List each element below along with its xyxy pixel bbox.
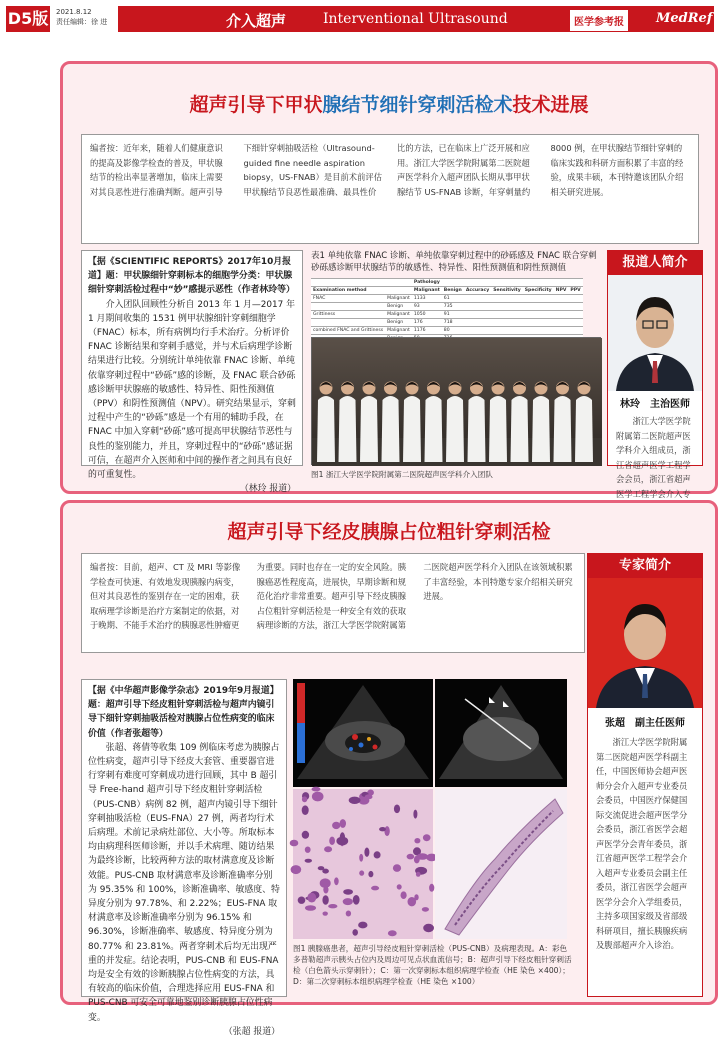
table-cell: FNAC [311,295,385,303]
cell-nucleus [324,846,332,852]
table-cell [568,295,582,303]
cell-nucleus [353,895,360,905]
table-header-cell [385,287,412,295]
table-cell [491,311,523,319]
figure-panel-a [293,679,433,787]
cell-nucleus [312,792,324,802]
team-member [511,396,529,462]
table-header-cell: Benign [443,288,462,293]
expert-name: 张超 副主任医师 [605,718,685,729]
issue-date: 2021.8.12 [56,8,92,16]
table-cell [554,303,569,311]
table-row [311,303,583,311]
table-header-cell: Specificity [524,288,552,293]
reporter-portrait [608,275,702,391]
expert-portrait [588,578,702,708]
editor-note-2: 编者按：目前，超声、CT 及 MRI 等影像学检查可快速、有效地发现胰腺内病变，但对其良恶性的鉴别存在一定的困难，获取病理学诊断是治疗方案制定的依据，对于晚期、不能手术治疗的胰腺恶性肿瘤更为重要。同时也存在一定的安全风险。胰腺癌恶性程度高，进展快，早期诊断和规范化治疗非常重要。超声引导下经皮胰腺占位粗针穿刺活检是一种安全有效的获取病理诊断的方法，浙江大学医学院附属第二医院超声医学科介入团队在该领域积累了丰富经验，本刊特邀专家介绍相关研究进展。 [90,562,573,630]
table-cell: combined FNAC and Grittiness [313,328,384,333]
table-cell: 61 [442,295,464,303]
cell-nucleus [384,826,389,836]
table-cell [311,303,385,311]
cell-nucleus [414,838,420,843]
table-cell [523,303,554,311]
team-photo [311,337,601,465]
cell-nucleus [394,805,400,814]
article-text: 介入团队回顾性分析自 2013 年 1 月—2017 年 1 月期间收集的 1531 例甲状腺细针穿刺细胞学（FNAC）标本，所有病例均行手术治疗。分析评价 FNAC 诊断结果和穿刺手感觉，并与术后病理学诊断结果进行比较。分别统计单纯依靠 FNAC 诊断、单纯依靠穿刺过程中“砂砾”感的诊断，及 FNAC 联合砂砾感诊断甲状腺癌的敏感性、特异性、阳性预测值（PPV）和阴性预测值（NPV）。研究结果显示，穿刺过程中产生的“砂砾”感是一个有用的辅助手段，在 FNAC 中加入穿刺“砂砾”感可提高甲状腺结节恶性与良性的鉴别能力，并且，穿刺过程中的“砂砾”感证据可信，在超声介入医师和中间的操作者之间具有良好的可重复性。 [88,299,296,481]
cell-nucleus [336,837,348,846]
brand-logo: 医学参考报 [570,10,628,31]
table-cell [464,327,491,335]
table-cell [554,295,569,303]
cell-nucleus [407,854,415,860]
editor-note-box-2 [81,553,585,653]
team-member [360,396,378,462]
article-text-2: 张超、蒋倩等收集 109 例临床考虑为胰腺占位性病变，超声引导下经皮大套管、重要器官进行穿刺有难度可穿刺成功进行回顾，其中 B 超引导 Free-hand 超声引导下经皮粗针穿刺活检（PUS-CNB）病例 82 例，超声内镜引导下细针穿刺抽吸活检（EUS-FNA）27 例，两者均行术后病理。术前记录病灶部位、大小等。所取标本均由病理科医师诊断，并以手术病理、随访结果为最终诊断，比较两种方法的取材满意度及诊断效能。PUS-CNB 取材满意率及诊断准确率分别为 95.35% 和 100%，诊断准确率、敏感度、特异度分别为 97.78%、和 2.22%；EUS-FNA 取材满意率及诊断准确率分别为 96.15% 和 96.30%，诊断准确率、敏感度、特异度分别为 80.77% 和 23.81%。两者穿刺术后均无出现严重的并发症。结论表明，PUS-CNB 和 EUS-FNA 均是安全有效的诊断胰腺占位性病变的方法，具有较高的临床价值，合理选择应用 EUS-FNA 和 PUS-CNB 可安全可靠地鉴别诊断胰腺占位性病变。 [88,742,280,1023]
section-bar [118,6,714,32]
reporter-profile [607,250,703,499]
article-body [81,250,303,495]
table-cell: Benign [385,303,412,311]
table-header-cell: Accuracy [465,288,490,293]
figure-panel-c [293,789,433,939]
team-member [382,396,400,462]
table-cell [523,295,554,303]
cell-nucleus [320,878,331,888]
cell-nucleus [334,877,339,885]
cell-nucleus [417,853,428,860]
article-thyroid-panel [60,61,718,499]
table-cell [554,311,569,319]
team-member [489,396,507,462]
results-table [311,278,583,342]
cell-nucleus [332,822,340,829]
cell-nucleus [328,904,337,908]
table-cell [464,319,491,327]
cell-nucleus [393,864,401,872]
table-cell [554,319,569,327]
cell-nucleus [416,872,421,877]
table-cell: Benign [385,319,412,327]
team-member [554,396,572,462]
issue-meta [56,7,107,27]
article-title: 超声引导下甲状腺结节细针穿刺活检术技术进展 [189,94,589,116]
team-member [403,396,421,462]
editor-note-box [81,134,699,244]
cell-nucleus [302,805,309,815]
cell-nucleus [359,854,363,862]
cell-nucleus [364,848,369,857]
table-group-row [311,279,583,287]
cell-nucleus [413,810,417,819]
cell-nucleus [374,851,381,858]
table-header-row [311,287,583,295]
editor-note: 编者按：近年来，随着人们健康意识的提高及影像学检查的普及，甲状腺结节的检出率显著增加，临床上需要对其良恶性进行准确判断。超声引导下细针穿刺抽吸活检（Ultrasound-guided fine needle aspiration biopsy，US-FNAB）是目前术前评估甲状腺结节良恶性最准确、最具性价比的方法，已在临床上广泛开展和应用。浙江大学医学院附属第二医院超声医学科介入超声团队长期从事甲状腺结节 US-FNAB 诊断，年穿刺量约 8000 例，在甲状腺结节细针穿刺的临床实践和科研方面积累了丰富的经验，成果丰硕，本刊特邀该团队介绍相关研究进展。 [90,143,684,197]
table-cell: 93 [412,303,442,311]
cell-nucleus [359,870,364,875]
cell-nucleus [329,837,335,845]
table-row [311,319,583,327]
figure-caption-2: 图1 胰腺癌患者，超声引导经皮粗针穿刺活检（PUS-CNB）及病理表现。A：彩色多普勒超声示胰头占位内及周边可见点状血流信号；B：超声引导下经皮粗针穿刺活检（白色箭头示穿刺针）；C：第一次穿刺标本组织病理学检查（HE 染色 ×400）；D：第二次穿刺标本组织病理学检查（HE 染色 ×100） [293,944,572,986]
table-row [311,295,583,303]
article-title-2: 超声引导下经皮胰腺占位粗针穿刺活检 [227,521,551,543]
left-margin [0,38,56,1005]
table-cell [311,319,385,327]
table-cell [491,295,523,303]
cell-nucleus [429,884,434,892]
table-cell [491,327,523,335]
cell-nucleus [397,884,402,889]
cell-nucleus [305,859,312,863]
cell-nucleus [346,911,351,917]
cell-nucleus [291,865,302,874]
reporter-heading: 报道人简介 [608,251,702,275]
cell-nucleus [349,797,361,804]
cell-nucleus [322,895,328,904]
cell-nucleus [408,897,417,906]
table-cell [568,319,582,327]
table-caption: 表1 单纯依靠 FNAC 诊断、单纯依靠穿刺过程中的砂砾感及 FNAC 联合穿刺砂砾感诊断甲状腺结节的敏感性、特异性、阳性预测值和阴性预测值 [311,251,597,273]
table-cell [554,327,569,335]
table-cell [568,311,582,319]
team-member [425,396,443,462]
cell-nucleus [423,924,434,932]
section-title-cn: 介入超声 [226,12,287,30]
article-source: 【据《SCIENTIFIC REPORTS》2017年10月报道】题：甲状腺细针穿刺标本的细胞学分类：甲状腺细针穿刺活检过程中“妙”感提示恶性（作者林玲等） [88,257,295,296]
table-header-cell: Sensitivity [493,288,521,293]
cell-nucleus [343,898,353,905]
table-header-cell: Examination method [311,287,385,295]
table-cell [568,303,582,311]
expert-profile [587,553,703,997]
article-signature: （林玲 报道） [239,484,296,495]
section-title-en: Interventional Ultrasound [323,11,508,27]
table-cell: Malignant [387,312,410,317]
cell-nucleus [423,834,431,841]
cell-nucleus [368,871,373,877]
team-member [532,396,550,462]
cell-nucleus [305,847,311,853]
table-header-cell: Malignant [413,288,440,293]
cell-nucleus [365,794,373,799]
reporter-bio: 浙江大学医学院附属第二医院超声医学科介入组成员，浙江省超声医学工程学会会员，浙江省超声医学工程学会介入专 [616,416,691,499]
cell-nucleus [340,819,346,828]
table-cell: 718 [442,319,464,327]
team-member [468,396,486,462]
page-number-badge: D5版 [6,6,50,32]
cell-nucleus [323,912,328,916]
article-pancreas-panel [60,500,718,1037]
table-cell: 1133 [412,295,442,303]
team-member [575,396,593,462]
figure-panel-d [435,789,567,939]
team-member [317,396,335,462]
table-group-header: Pathology [412,279,464,287]
table-cell [523,327,554,335]
table-cell: Malignant [387,296,410,301]
reporter-name: 林玲 主治医师 [620,399,690,410]
table-cell: 735 [442,303,464,311]
table-cell [464,295,491,303]
cell-nucleus [307,893,316,903]
expert-bio: 浙江大学医学院附属第二医院超声医学科副主任，中国医师协会超声医师分会介入超声专业委员会委员，中国医疗保健国际交流促进会超声医学分会委员，浙江省医学会超声医学分会青年委员，浙江省超声医学工程学会介入超声专业委员会副主任委员，浙江省医学会超声医学分会介入学组委员，主持多项国家级及省部级科研项目，擅长胰腺疾病及腹部超声介入诊治。 [596,737,688,950]
team-member [339,396,357,462]
table-header-cell: NPV [555,288,567,293]
table-cell: 91 [442,311,464,319]
table-header-cell: PPV [570,288,581,293]
table-cell: 1050 [412,311,442,319]
article-body-2 [81,679,287,1037]
table-cell [523,319,554,327]
table-cell: 176 [412,319,442,327]
table-cell [523,311,554,319]
brand-medref: MedRef [656,11,713,26]
table-cell [464,311,491,319]
cell-nucleus [302,831,309,839]
figure-caption: 图1 浙江大学医学院附属第二医院超声医学科介入团队 [311,470,493,479]
cell-nucleus [379,827,386,831]
cell-nucleus [371,886,379,891]
cell-nucleus [352,929,358,936]
cell-nucleus [312,787,321,792]
cell-nucleus [358,922,367,929]
cell-nucleus [302,796,307,802]
expert-heading: 专家简介 [588,554,702,578]
cell-nucleus [422,907,429,912]
table-cell [491,319,523,327]
page-header [0,0,720,38]
cell-nucleus [318,866,325,870]
cell-nucleus [388,930,397,936]
figure-panel-b [435,679,567,787]
table-cell: Grittiness [311,311,385,319]
table-cell: Malignant [387,328,410,333]
cell-nucleus [290,840,299,847]
table-cell [568,327,582,335]
cell-nucleus [298,897,306,904]
article-source-2: 【据《中华超声影像学杂志》2019年9月报道】题：超声引导下经皮粗针穿刺活检与超声内镜引导下细针穿刺抽吸活检对胰腺占位性病变的临床价值（作者张超等） [88,686,279,739]
table-row [311,327,583,335]
table-cell: 80 [442,327,464,335]
cell-nucleus [401,891,407,899]
issue-editor: 责任编辑：徐 进 [56,18,108,26]
article-signature-2: （张超 报道） [223,1026,280,1037]
table-cell: 1176 [412,327,442,335]
team-member [446,396,464,462]
table-cell [491,303,523,311]
cell-nucleus [305,905,316,911]
table-row [311,311,583,319]
table-cell [464,303,491,311]
cell-nucleus [343,889,353,895]
